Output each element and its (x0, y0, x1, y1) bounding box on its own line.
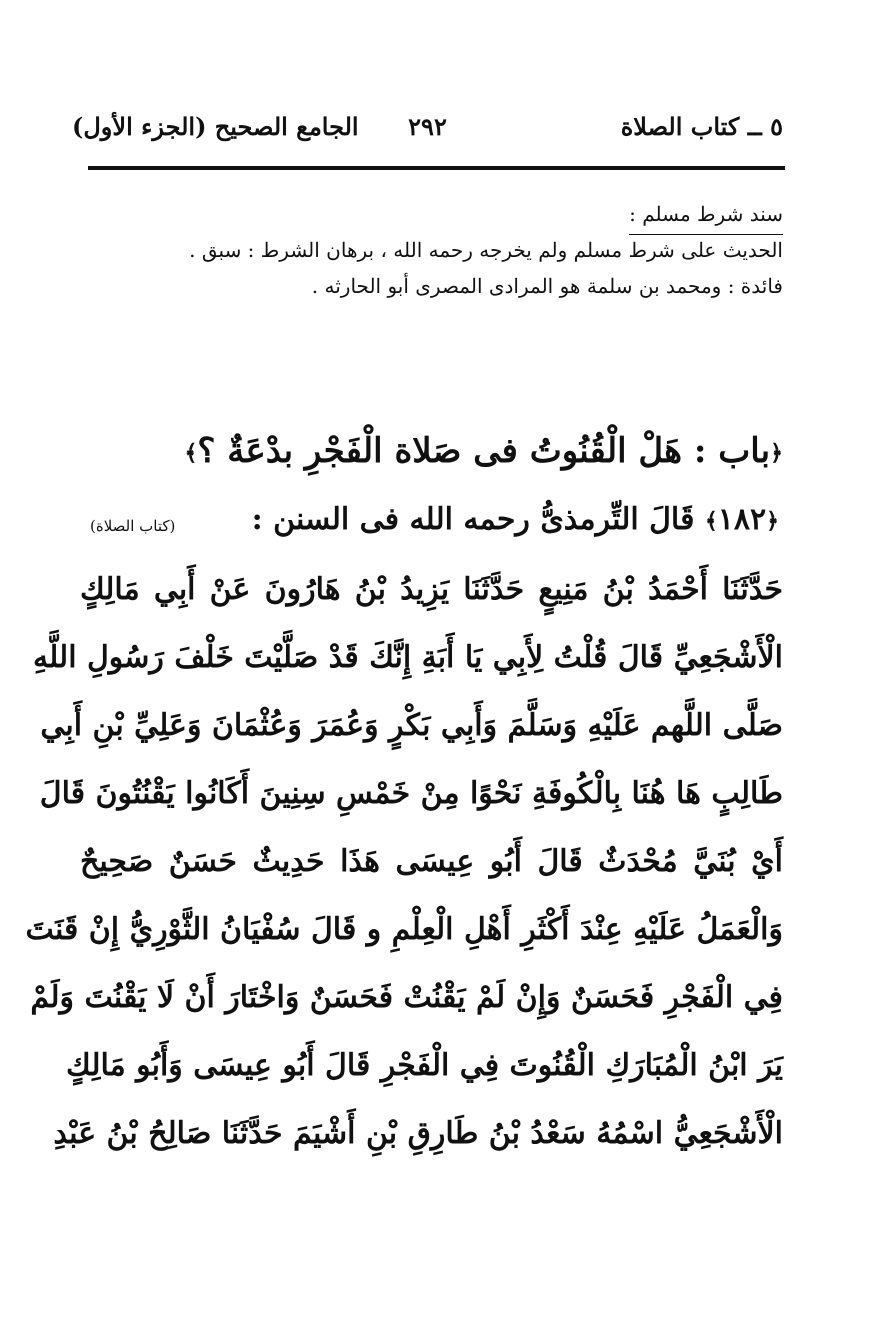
ornament-bracket-open: ﴿ (770, 440, 783, 466)
text-line: حَدَّثَنَا أَحْمَدُ بْنُ مَنِيعٍ حَدَّثَنَا يَزِيدُ بْنُ هَارُونَ عَنْ أَبِي مَالِكٍ (80, 572, 783, 607)
text-line: الْأَشْجَعِيُّ اسْمُهُ سَعْدُ بْنُ طَارِقِ بْنِ أَشْيَمَ حَدَّثَنَا صَالِحُ بْنُ عَبْدِ (53, 1116, 783, 1151)
hadith-text (25, 556, 783, 1168)
header-chapter: ٥ ــ كتاب الصلاة (620, 111, 783, 141)
notes-line: فائدة : ومحمد بن سلمة هو المرادى المصرى أبو الحارثه . (311, 274, 783, 298)
hadith-reference: (كتاب الصلاة) (90, 517, 176, 535)
chapter-title-text: باب : هَلْ الْقُنُوتُ فى صَلاة الْفَجْرِ بدْعَةٌ ؟ (197, 431, 771, 471)
hadith-heading (90, 494, 779, 546)
ornament-bracket-close: ﴾ (704, 507, 718, 534)
ornament-bracket-open: ﴿ (766, 507, 779, 534)
text-line: صَلَّى اللَّهم عَلَيْهِ وَسَلَّمَ وَأَبِي بَكْرٍ وَعُمَرَ وَعُثْمَانَ وَعَلِيِّ بْنِ أَبِي (40, 708, 783, 743)
notes-heading: سند شرط مسلم : (629, 196, 783, 235)
text-line: يَرَ ابْنُ الْمُبَارَكِ الْقُنُوتَ فِي الْفَجْرِ قَالَ أَبُو عِيسَى وَأَبُو مَالِكٍ (66, 1048, 783, 1083)
text-line: فِي الْفَجْرِ فَحَسَنٌ وَإِنْ لَمْ يَقْنُتْ فَحَسَنٌ وَاخْتَارَ أَنْ لَا يَقْنُتَ وَلَمْ (30, 980, 783, 1015)
ornament-bracket-close: ﴾ (184, 440, 198, 466)
text-line: طَالِبٍ هَا هُنَا بِالْكُوفَةِ نَحْوًا مِنْ خَمْسِ سِنِينَ أَكَانُوا يَقْنُتُونَ قَالَ (39, 776, 783, 811)
text-line: الْأَشْجَعِيِّ قَالَ قُلْتُ لِأَبِي يَا أَبَةِ إِنَّكَ قَدْ صَلَّيْتَ خَلْفَ رَسُولِ اللَّهِ (33, 640, 783, 675)
notes-line: الحديث على شرط مسلم ولم يخرجه رحمه الله ، برهان الشرط : سبق . (189, 238, 783, 262)
notes-block (90, 196, 783, 304)
text-line: أَيْ بُنَيَّ مُحْدَثٌ قَالَ أَبُو عِيسَى هَذَا حَدِيثٌ حَسَنٌ صَحِيحٌ (80, 844, 783, 879)
hadith-title-text: قَالَ التِّرمذىُّ رحمه الله فى السنن : (251, 501, 695, 537)
hadith-number: ١٨٢ (717, 501, 767, 537)
chapter-title (90, 420, 783, 482)
text-line: وَالْعَمَلُ عَلَيْهِ عِنْدَ أَكْثَرِ أَهْلِ الْعِلْمِ و قَالَ سُفْيَانُ الثَّوْرِيُّ إِنْ قَنَتَ (25, 912, 783, 947)
header-book-title: الجامع الصحيح (الجزء الأول) (72, 111, 359, 141)
header-rule (88, 166, 785, 170)
page-number: ٢٩٢ (408, 111, 447, 141)
running-header (72, 104, 783, 148)
